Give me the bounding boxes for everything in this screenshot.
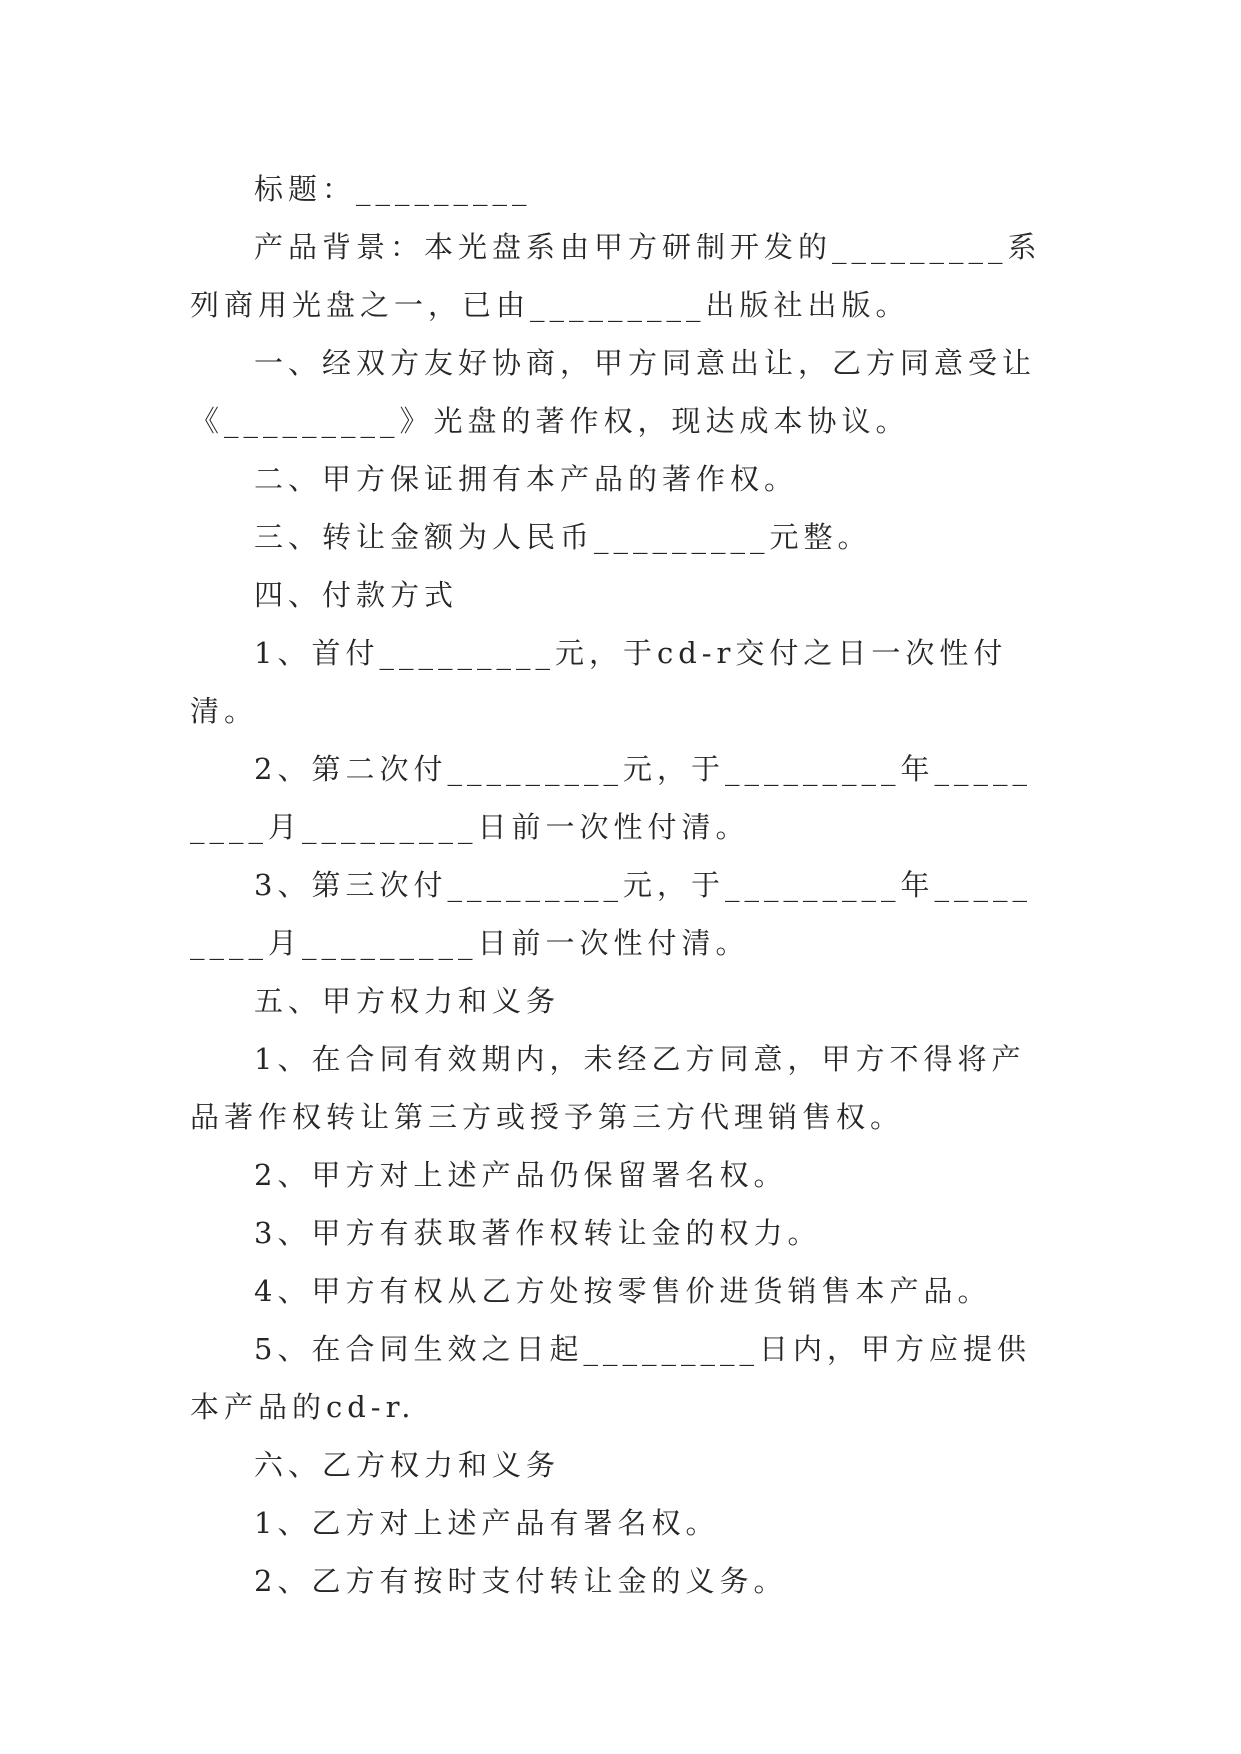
clause-5-heading: 五、甲方权力和义务 [254, 984, 561, 1018]
clause-2: 二、甲方保证拥有本产品的著作权。 [254, 462, 799, 496]
document-body [190, 160, 1050, 1610]
clause-4-item: 1、首付_________元，于cd-r交付之日一次性付清。 [190, 636, 1008, 728]
clause-6-item: 1、乙方对上述产品有署名权。 [254, 1506, 720, 1540]
clause-5-item: 3、甲方有获取著作权转让金的权力。 [254, 1216, 822, 1250]
clause-6-item: 2、乙方有按时支付转让金的义务。 [254, 1564, 788, 1598]
clause-5-item: 4、甲方有权从乙方处按零售价进货销售本产品。 [254, 1274, 992, 1308]
clause-5-item: 2、甲方对上述产品仍保留署名权。 [254, 1158, 788, 1192]
clause-4-heading: 四、付款方式 [254, 578, 459, 612]
clause-3: 三、转让金额为人民币_________元整。 [254, 520, 872, 554]
clause-1: 一、经双方友好协商，甲方同意出让，乙方同意受让《_________》光盘的著作权，现达成本协议。 [190, 346, 1037, 438]
clause-6-heading: 六、乙方权力和义务 [254, 1448, 561, 1482]
product-background: 产品背景：本光盘系由甲方研制开发的_________系列商用光盘之一，已由_________出版社出版。 [190, 230, 1042, 322]
clause-4-item: 2、第二次付_________元，于_________年_________月_________日前一次性付清。 [190, 752, 1032, 844]
clause-5-item: 1、在合同有效期内，未经乙方同意，甲方不得将产品著作权转让第三方或授予第三方代理销售权。 [190, 1042, 1026, 1134]
clause-5-item: 5、在合同生效之日起_________日内，甲方应提供本产品的cd-r. [190, 1332, 1031, 1424]
title-line: 标题：_________ [254, 172, 532, 206]
clause-4-item: 3、第三次付_________元，于_________年_________月_________日前一次性付清。 [190, 868, 1032, 960]
